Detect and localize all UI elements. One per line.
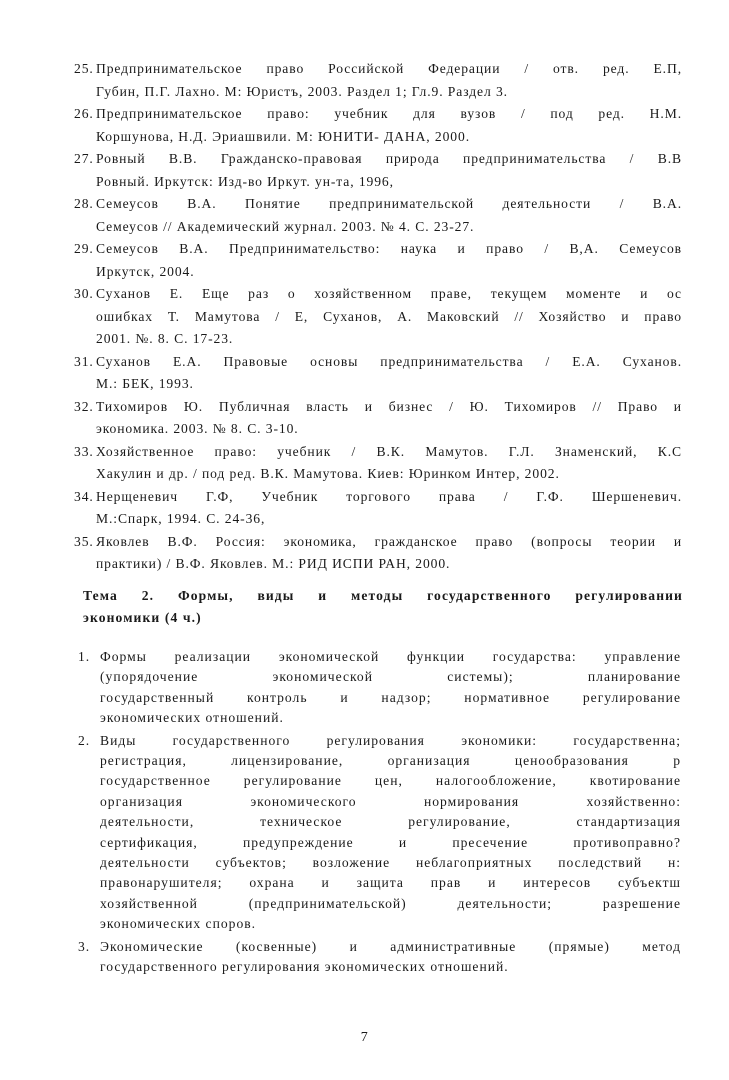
reference-item-line: Семеусов В.А. Предпринимательство: наука и право / В,А. Семеусов <box>96 241 682 256</box>
reference-item-text <box>96 531 682 576</box>
reference-item-number: 34. <box>74 488 94 504</box>
topic-item-text <box>100 937 681 978</box>
reference-item-line: Ровный В.В. Гражданско-правовая природа предпринимательства / В.В <box>96 151 682 166</box>
topic-item <box>78 647 681 729</box>
reference-item-text <box>96 283 682 351</box>
topic-item-line: организация экономического нормирования хозяйственно: <box>100 793 681 809</box>
topic-item-number: 2. <box>78 732 91 748</box>
reference-item-text <box>96 103 682 148</box>
reference-item-text <box>96 238 682 283</box>
topic-item-line: Формы реализации экономической функции государства: управление <box>100 649 681 664</box>
reference-item-line: М.:Спарк, 1994. С. 24-36, <box>96 511 266 526</box>
reference-item-line: Тихомиров Ю. Публичная власть и бизнес / Ю. Тихомиров // Право и <box>96 398 682 414</box>
reference-item-number: 27. <box>74 151 94 166</box>
reference-item-text <box>96 396 682 441</box>
reference-item <box>74 531 682 576</box>
reference-item-line: Нерщеневич Г.Ф, Учебник торгового права / Г.Ф. Шершеневич. <box>96 488 682 504</box>
reference-item <box>74 486 682 531</box>
reference-item-line: практики) / В.Ф. Яковлев. М.: РИД ИСПИ РАН, 2000. <box>96 556 451 571</box>
reference-item-line: Иркутск, 2004. <box>96 263 195 279</box>
reference-item <box>74 351 682 396</box>
reference-item <box>74 283 682 351</box>
reference-item-number: 26. <box>74 106 94 121</box>
topic-item <box>78 731 681 935</box>
reference-item-line: ошибках Т. Мамутова / Е, Суханов, А. Маковский // Хозяйство и право <box>96 308 682 324</box>
reference-item-line: Суханов Е.А. Правовые основы предпринимательства / Е.А. Суханов. <box>96 353 682 369</box>
reference-item-line: Семеусов В.А. Понятие предпринимательской деятельности / В.А. <box>96 196 682 211</box>
reference-item-line: экономика. 2003. № 8. С. 3-10. <box>96 421 299 436</box>
topic-item-line: государственное регулирование цен, налогообложение, квотирование <box>100 773 681 789</box>
reference-item-text <box>96 58 682 103</box>
reference-item-number: 30. <box>74 286 94 301</box>
reference-item <box>74 148 682 193</box>
section-heading <box>83 585 683 628</box>
topic-item-text <box>100 731 681 935</box>
reference-item-line: Хакулин и др. / под ред. В.К. Мамутова. Киев: Юринком Интер, 2002. <box>96 466 560 481</box>
reference-list <box>0 58 729 576</box>
reference-item-text <box>96 441 682 486</box>
topic-item-line: хозяйственной (предпринимательской) деятельности; разрешение <box>100 895 681 911</box>
reference-item-line: М.: БЕК, 1993. <box>96 376 194 391</box>
reference-item-line: Ровный. Иркутск: Изд-во Иркут. ун-та, 1996, <box>96 173 394 189</box>
topic-item-line: экономических споров. <box>100 916 257 932</box>
topic-list <box>0 647 729 980</box>
reference-item <box>74 58 682 103</box>
topic-item-line: правонарушителя; охрана и защита прав и интересов субъектш <box>100 875 681 891</box>
reference-item-number: 28. <box>74 196 94 211</box>
topic-item <box>78 937 681 978</box>
reference-item-line: Хозяйственное право: учебник / В.К. Мамутов. Г.Л. Знаменский, К.С <box>96 443 682 459</box>
reference-item-number: 25. <box>74 61 94 76</box>
reference-item-line: Семеусов // Академический журнал. 2003. № 4. С. 23-27. <box>96 218 475 234</box>
topic-item-line: деятельности субъектов; возложение неблагоприятных последствий н: <box>100 855 681 871</box>
reference-item <box>74 396 682 441</box>
topic-item-number: 1. <box>78 649 91 664</box>
reference-item-number: 35. <box>74 533 94 549</box>
reference-item-number: 32. <box>74 398 94 414</box>
topic-item-text <box>100 647 681 729</box>
reference-item-text <box>96 486 682 531</box>
reference-item <box>74 103 682 148</box>
reference-item <box>74 441 682 486</box>
topic-item-line: государственный контроль и надзор; нормативное регулирование <box>100 689 681 705</box>
reference-item-number: 29. <box>74 241 94 256</box>
topic-item-line: сертификация, предупреждение и пресечение противоправно? <box>100 834 681 850</box>
reference-item-line: Яковлев В.Ф. Россия: экономика, гражданское право (вопросы теории и <box>96 533 682 549</box>
topic-item-line: экономических отношений. <box>100 710 284 726</box>
topic-item-line: государственного регулирования экономических отношений. <box>100 959 509 975</box>
topic-item-line: (упорядочение экономической системы); планирование <box>100 669 681 685</box>
topic-item-line: регистрация, лицензирование, организация ценообразования р <box>100 753 681 769</box>
reference-item-line: Суханов Е. Еще раз о хозяйственном праве, текущем моменте и ос <box>96 286 682 301</box>
page-number: 7 <box>360 1030 369 1045</box>
reference-item <box>74 238 682 283</box>
reference-item-text <box>96 193 682 238</box>
reference-item-text <box>96 148 682 193</box>
topic-item-line: Виды государственного регулирования экономики: государственна; <box>100 732 681 748</box>
reference-item <box>74 193 682 238</box>
reference-item-line: Предпринимательское право Российской Федерации / отв. ред. Е.П, <box>96 61 682 76</box>
reference-item-number: 31. <box>74 353 94 369</box>
reference-item-text <box>96 351 682 396</box>
topic-item-line: Экономические (косвенные) и административные (прямые) метод <box>100 938 681 954</box>
reference-item-line: 2001. №. 8. С. 17-23. <box>96 331 234 346</box>
reference-item-number: 33. <box>74 443 94 459</box>
reference-item-line: Предпринимательское право: учебник для вузов / под ред. Н.М. <box>96 106 682 121</box>
reference-item-line: Губин, П.Г. Лахно. М: Юристъ, 2003. Раздел 1; Гл.9. Раздел 3. <box>96 83 508 99</box>
heading-line: Тема 2. Формы, виды и методы государственного регулировании <box>83 588 683 603</box>
topic-item-line: деятельности, техническое регулирование, стандартизация <box>100 814 681 830</box>
reference-item-line: Коршунова, Н.Д. Эриашвили. М: ЮНИТИ- ДАНА, 2000. <box>96 128 470 144</box>
topic-item-number: 3. <box>78 938 91 954</box>
heading-line: экономики (4 ч.) <box>83 609 202 625</box>
